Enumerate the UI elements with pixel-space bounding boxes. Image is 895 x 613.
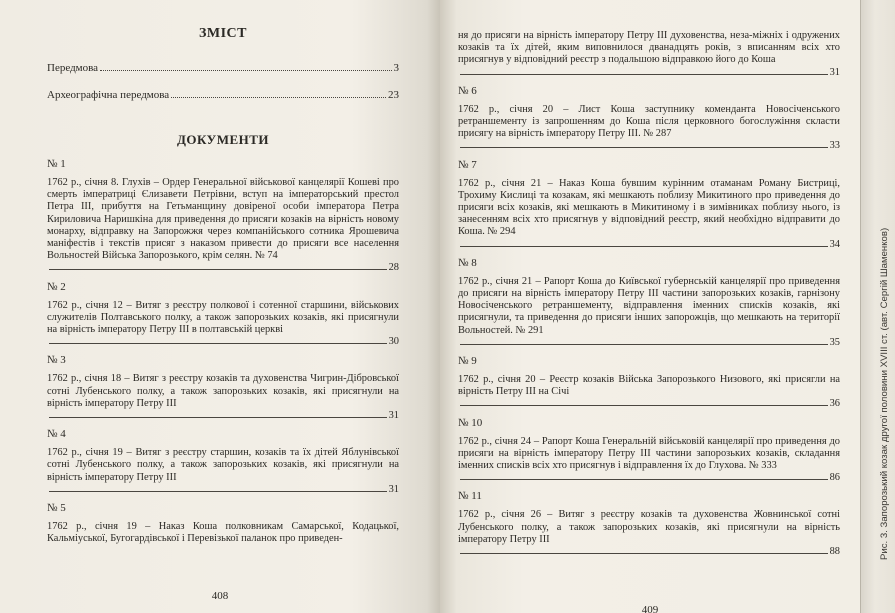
- document-page: 88: [829, 546, 840, 558]
- leader-line: [460, 405, 828, 406]
- document-text: 1762 р., січня 20 – Лист Коша заступнику коменданта Новосіченського ретраншементу із запрошенням до Коша після церковного богослужіння скласти присягу на вірність імператору Петру ІІІ. № 287: [458, 103, 840, 140]
- document-text: ня до присяги на вірність імператору Петру ІІІ духовенства, неза-міжніх і одружених козаків та їх дітей, яким виповнилося дванадцять років, з вписанням всіх хто присягнув у відповідний реєстр з подальшою відправкою його до Коша: [458, 30, 840, 66]
- leader-line: [460, 74, 828, 75]
- document-text: 1762 р., січня 12 – Витяг з реєстру полкової і сотенної старшини, військових служителів Полтавського полку, а також запорозьких козаків, які присягнули на вірність імператору Петру ІІІ в полтавській церкві: [47, 299, 399, 336]
- leader-line: [460, 479, 828, 480]
- contents-heading: ЗМІСТ: [199, 26, 247, 41]
- document-entry: [458, 159, 840, 251]
- document-entry: [47, 428, 399, 496]
- document-entry-continued: [458, 30, 840, 79]
- document-description: [458, 374, 840, 411]
- document-entry: [458, 85, 840, 153]
- toc-label: Передмова: [47, 62, 99, 74]
- document-number: № 11: [458, 490, 482, 503]
- leader-line: [49, 343, 387, 344]
- figure-caption: Рис. 3. Запорозький козак другої половини XVIII ст. (авт. Сергій Шаменков): [879, 227, 890, 560]
- document-description: [458, 30, 840, 79]
- leader-line: [49, 269, 387, 270]
- document-description: [47, 373, 399, 422]
- document-description: [458, 436, 840, 485]
- leader-line: [460, 553, 828, 554]
- leader-line: [460, 246, 828, 247]
- document-entry: [458, 417, 840, 485]
- document-page: 35: [829, 336, 840, 348]
- document-number: № 1: [47, 158, 66, 170]
- document-page: 34: [829, 238, 840, 250]
- document-page: 33: [829, 140, 840, 152]
- document-entry: [458, 355, 840, 411]
- document-text: 1762 р., січня 21 – Рапорт Коша до Київської губернській канцелярії про приведення до присяги на вірність імператору Петру ІІІ частини запорозьких козаків, гарнізону Новосіченського ретраншементу, відправлення іменних списків козаків, які присягнули, та приведення до присяги інших запорожців, що мешкають на території Вольностей. № 291: [458, 275, 840, 336]
- document-text: 1762 р., січня 20 – Реєстр козаків Війська Запорозького Низового, які присягли на вірність Петру ІІІ на Січі: [458, 374, 840, 398]
- right-page: [440, 0, 860, 613]
- document-entry: [458, 490, 840, 558]
- leader-line: [460, 344, 828, 345]
- document-number: № 9: [458, 355, 477, 368]
- document-text: 1762 р., січня 8. Глухів – Ордер Генеральної військової канцелярії Кошеві про смерть імператриці Єлизавети Петрівни, вступ на імператорський престол Петра ІІІ, прибуття на Гетьманщину довіреної особи імператора Петра Кириловича Наришкіна для приведення до присяги козаків на вірність новому монарху, відправку на Запорожжя через компанійського сотника Ярошевича маніфестів і текстів присяг з наказом привести до присяги все населення Вольностей Війська Запорозького, крім селян. № 74: [47, 177, 399, 262]
- document-page: 36: [829, 398, 840, 410]
- left-page: [0, 0, 440, 613]
- leader-line: [460, 147, 828, 148]
- toc-line-archeographic-preface: [47, 89, 399, 102]
- document-description: [47, 521, 399, 545]
- document-page: 31: [388, 483, 399, 495]
- toc-line-preface: [47, 62, 399, 75]
- document-description: [458, 178, 840, 251]
- document-description: [47, 177, 399, 275]
- document-page: 30: [388, 336, 399, 348]
- document-description: [47, 447, 399, 496]
- document-number: № 7: [458, 158, 477, 171]
- toc-label: Археографічна передмова: [47, 89, 170, 101]
- document-text: 1762 р., січня 18 – Витяг з реєстру козаків та духовенства Чигрин-Дібровської сотні Лубенського полку, а також запорозьких козаків, які присягнули на вірність імператору Петру ІІІ: [47, 373, 399, 409]
- document-description: [458, 276, 840, 349]
- leader-line: [49, 491, 387, 492]
- document-page: 31: [829, 66, 840, 78]
- document-number: № 2: [47, 280, 66, 293]
- document-text: 1762 р., січня 19 – Витяг з реєстру старшин, козаків та їх дітей Яблунівської сотні Лубенського полку, а також запорозьких козаків, які присягнули на вірність імператору Петру ІІІ: [47, 447, 399, 483]
- document-description: [458, 509, 840, 558]
- document-text: 1762 р., січня 21 – Наказ Коша бувшим курінним отаманам Роману Бистриці, Трохиму Кислиці та козакам, які мешкають поблизу Микитиного про приведення до присяги всіх козаків, які мешкають в Микитиному і в зимівниках поблизу нього, із занесенням всіх хто присягнув у відповідний реєстр, який необхідно відправити до Коша. № 294: [458, 177, 840, 238]
- document-entry: [47, 281, 399, 349]
- document-description: [458, 104, 840, 153]
- document-entry: [47, 354, 399, 422]
- documents-heading: ДОКУМЕНТИ: [176, 132, 270, 147]
- page-number-left: 408: [211, 590, 229, 602]
- document-entry: [47, 502, 399, 545]
- document-number: № 8: [458, 256, 477, 269]
- page-number-right: 409: [641, 604, 659, 613]
- toc-page: 3: [393, 62, 399, 74]
- next-page-edge: [860, 0, 895, 613]
- document-number: № 4: [47, 428, 66, 441]
- document-entry: [47, 158, 399, 275]
- document-text: 1762 р., січня 19 – Наказ Коша полковникам Самарської, Кодацької, Кальміуської, Бугогардівської і Перевізької паланок про приведен-: [47, 521, 399, 545]
- document-page: 86: [829, 472, 840, 484]
- document-number: № 10: [458, 416, 483, 429]
- dot-leader: [100, 69, 391, 71]
- toc-page: 23: [388, 89, 399, 101]
- document-text: 1762 р., січня 24 – Рапорт Коша Генеральній військовій канцелярії про приведення до присяги на вірність імператору Петру ІІІ частини запорозьких козаків, складання іменних списків всіх хто присягнув і відправлення їх до Глухова. № 333: [458, 435, 840, 472]
- document-description: [47, 300, 399, 349]
- dot-leader: [171, 96, 386, 98]
- document-number: № 3: [47, 354, 66, 367]
- document-entry: [458, 257, 840, 349]
- left-page-content: [47, 26, 399, 551]
- document-page: 31: [388, 410, 399, 422]
- right-page-content: [458, 0, 840, 564]
- document-number: № 6: [458, 84, 477, 97]
- document-page: 28: [388, 262, 399, 274]
- document-text: 1762 р., січня 26 – Витяг з реєстру козаків та духовенства Жовнинської сотні Лубенського полку, а також запорозьких козаків, які присягнули на вірність імператору Петру ІІІ: [458, 509, 840, 545]
- leader-line: [49, 417, 387, 418]
- document-number: № 5: [47, 502, 66, 515]
